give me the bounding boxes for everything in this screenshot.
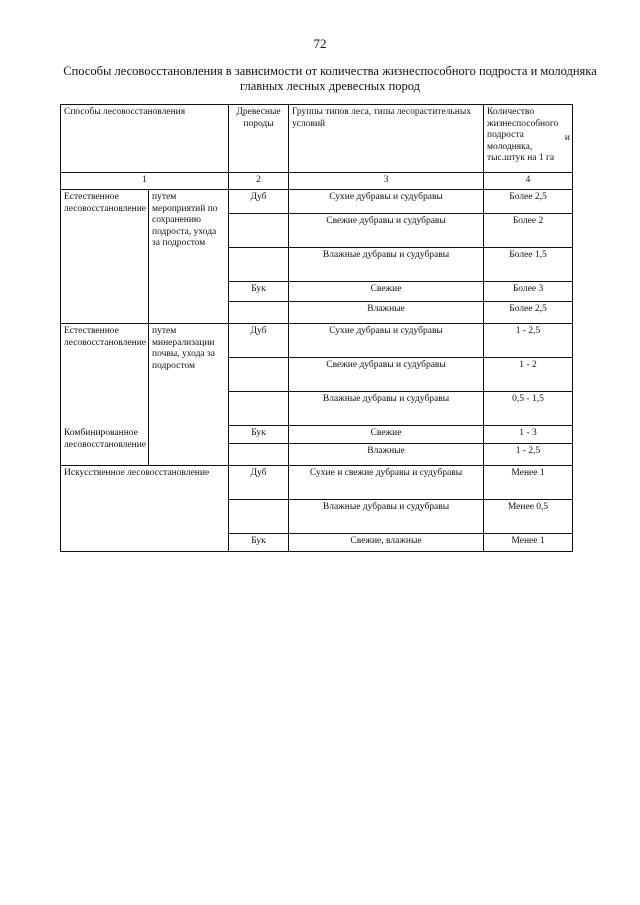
method-label-combined: Комбинированное лесовосстановление [64,428,147,450]
title-line-2: главных лесных древесных пород [239,79,421,93]
page-number: 72 [313,36,327,51]
group-cell: Сухие дубравы и судубравы [289,190,484,214]
submethod-cell: путем мероприятий по сохранению подроста, ухода за подростом [149,190,229,324]
header-amount-part-a: Количество жизнеспособного подроста [487,107,559,140]
amount-cell: Менее 1 [484,534,573,552]
amount-cell: 1 - 3 [484,426,573,444]
table-row [61,190,573,214]
species-cell [229,214,289,248]
amount-cell: Более 1,5 [484,248,573,282]
header-amount-part-b: молодняка, тыс.штук на 1 га [487,141,555,163]
species-cell [229,358,289,392]
title-line-1: Способы лесовосстановления в зависимости от количества жизнеспособного подроста и молодняка [63,64,597,78]
group-cell: Свежие, влажные [289,534,484,552]
species-cell [229,392,289,426]
table-row [61,466,573,500]
header-groups: Группы типов леса, типы лесорастительных условий [289,105,484,173]
method-cell: Естественное лесовосстановление [61,190,149,324]
group-cell: Сухие дубравы и судубравы [289,324,484,358]
amount-cell: Более 2,5 [484,190,573,214]
group-cell: Свежие дубравы и судубравы [289,214,484,248]
species-cell: Бук [229,534,289,552]
amount-cell: Менее 1 [484,466,573,500]
species-cell [229,444,289,466]
submethod-cell: путем минерализации почвы, ухода за подростом [149,324,229,466]
species-cell: Бук [229,426,289,444]
species-cell: Бук [229,282,289,302]
column-number: 1 [61,173,229,190]
table-header-row [61,105,573,173]
amount-cell: Менее 0,5 [484,500,573,534]
method-cell [61,324,149,466]
group-cell: Влажные [289,444,484,466]
species-cell: Дуб [229,466,289,500]
method-cell: Искусственное лесовосстановление [61,466,229,552]
species-cell [229,500,289,534]
column-number: 2 [229,173,289,190]
document-title [60,64,600,94]
group-cell: Свежие дубравы и судубравы [289,358,484,392]
column-number: 4 [484,173,573,190]
amount-cell: Более 2 [484,214,573,248]
header-species: Древесные породы [229,105,289,173]
group-cell: Свежие [289,426,484,444]
amount-cell: 1 - 2,5 [484,444,573,466]
column-number: 3 [289,173,484,190]
reforestation-table [60,104,573,552]
header-amount [484,105,573,173]
species-cell [229,248,289,282]
group-cell: Свежие [289,282,484,302]
group-cell: Влажные дубравы и судубравы [289,248,484,282]
species-cell: Дуб [229,190,289,214]
amount-cell: Более 3 [484,282,573,302]
group-cell: Влажные дубравы и судубравы [289,500,484,534]
column-number-row [61,173,573,190]
species-cell [229,302,289,324]
group-cell: Влажные дубравы и судубравы [289,392,484,426]
group-cell: Влажные [289,302,484,324]
table-row [61,324,573,358]
amount-cell: 1 - 2,5 [484,324,573,358]
header-methods: Способы лесовосстановления [61,105,229,173]
method-label: Естественное лесовосстановление [64,326,147,348]
header-amount-conjunction: и [564,133,571,143]
group-cell: Сухие и свежие дубравы и судубравы [289,466,484,500]
amount-cell: 0,5 - 1,5 [484,392,573,426]
species-cell: Дуб [229,324,289,358]
amount-cell: 1 - 2 [484,358,573,392]
amount-cell: Более 2,5 [484,302,573,324]
